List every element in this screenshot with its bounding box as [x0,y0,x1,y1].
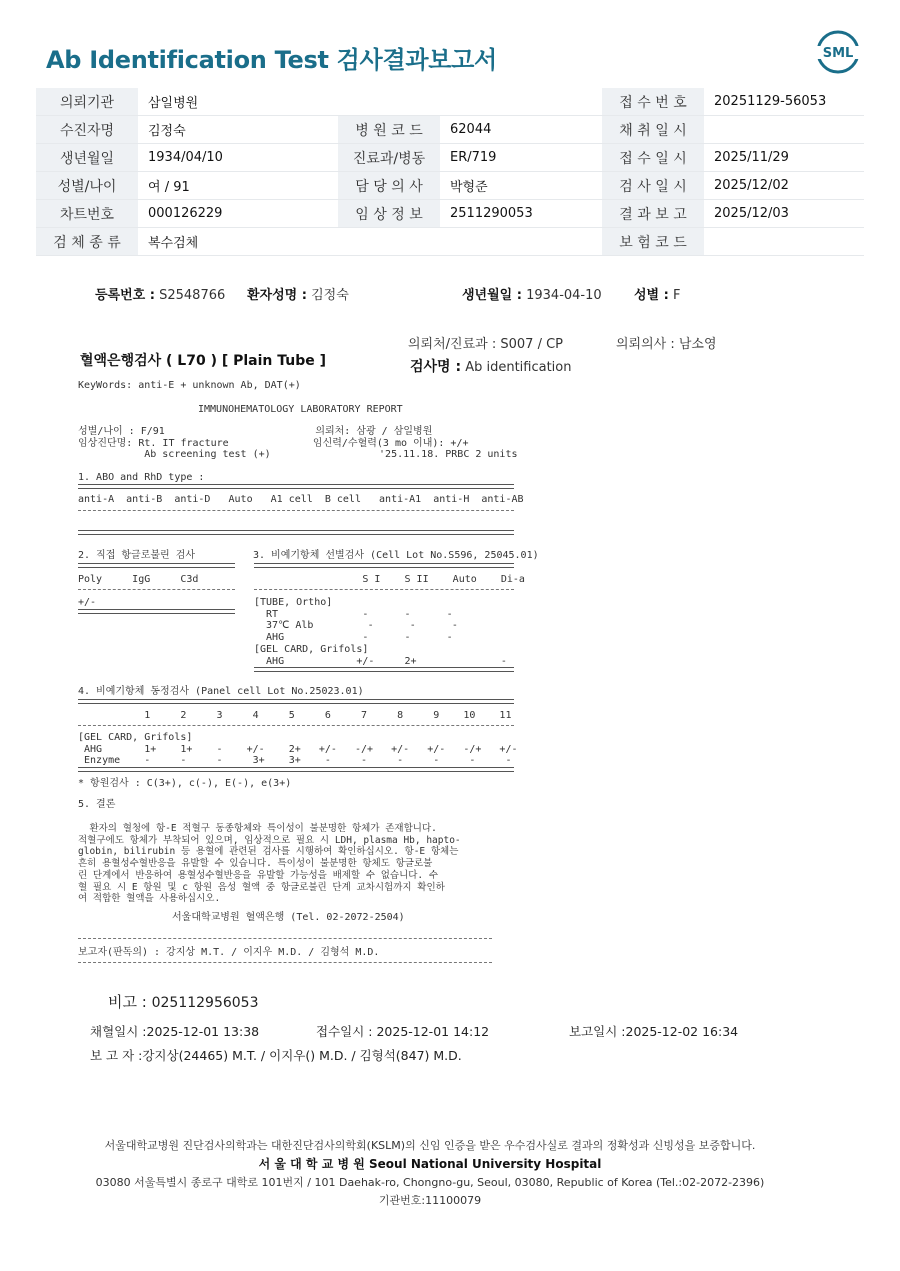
divider [78,609,235,614]
info-value: ER/719 [440,144,602,172]
info-row [36,200,864,228]
reporter-line: 보고자(판독의) : 강지상 M.T. / 이지우 M.D. / 김형석 M.D. [78,947,380,958]
hospital-address: 03080 서울특별시 종로구 대학로 101번지 / 101 Daehak-ro, Chongno-gu, Seoul, 03080, Republic of Korea (Tel.:02-2072-2396) [95,1176,765,1189]
report-time: 보고일시 :2025-12-02 16:34 [569,1024,739,1039]
info-value [704,228,864,256]
info-label: 보 험 코 드 [602,228,704,256]
dat-header: Poly IgG C3d [78,574,199,585]
panel-header: 1 2 3 4 5 6 7 8 9 10 11 [78,710,512,721]
info-label: 접 수 일 시 [602,144,704,172]
section-abo: 1. ABO and RhD type : [78,472,205,483]
info-row [36,88,864,116]
lab-report-title: IMMUNOHEMATOLOGY LABORATORY REPORT [198,404,403,415]
institution-number: 기관번호:11100079 [378,1194,482,1207]
logo-text: SML [822,46,854,61]
info-label: 생년월일 [36,144,138,172]
receive-time: 접수일시 : 2025-12-01 14:12 [316,1024,490,1039]
info-label [338,88,440,116]
info-label: 의뢰기관 [36,88,138,116]
info-value: 김정숙 [138,116,338,144]
divider [254,667,514,672]
info-label: 수진자명 [36,116,138,144]
info-label [338,228,440,256]
info-value: 000126229 [138,200,338,228]
referring-doctor: 의뢰의사 : 남소영 [616,337,717,352]
info-label: 임 상 정 보 [338,200,440,228]
abo-header: anti-A anti-B anti-D Auto A1 cell B cell anti-A1 anti-H anti-AB [78,494,524,505]
page-title: Ab Identification Test 검사결과보고서 [46,46,497,74]
antigen-test: * 항원검사 : C(3+), c(-), E(-), e(3+) [78,778,292,789]
info-value [440,228,602,256]
info-value: 2025/12/03 [704,200,864,228]
divider [78,725,514,726]
info-row [36,144,864,172]
sml-logo-icon [814,28,862,76]
info-label: 검 사 일 시 [602,172,704,200]
section-screening: 3. 비예기항체 선별검사 (Cell Lot No.S596, 25045.01) [253,550,539,561]
patient-info-table [36,88,864,256]
info-label: 진료과/병동 [338,144,440,172]
collect-time: 채혈일시 :2025-12-01 13:38 [90,1024,260,1039]
info-value: 20251129-56053 [704,88,864,116]
info-label: 검 체 종 류 [36,228,138,256]
section-dat: 2. 직접 항글로불린 검사 [78,550,196,561]
section-panel: 4. 비예기항체 동정검사 (Panel cell Lot No.25023.01) [78,686,364,697]
info-value [704,116,864,144]
certification-text: 서울대학교병원 진단검사의학과는 대한진단검사의학회(KSLM)의 신임 인증을 받은 우수검사실로 결과의 정확성과 신빙성을 보증합니다. [104,1139,756,1152]
date-of-birth: 생년월일 : 1934-04-10 [462,288,602,303]
info-label: 결 과 보 고 [602,200,704,228]
info-value: 2511290053 [440,200,602,228]
sex: 성별 : F [634,288,681,303]
remark: 비고 : 025112956053 [108,993,259,1011]
info-value: 1934/04/10 [138,144,338,172]
divider [254,563,514,568]
divider [78,484,514,489]
screening-header: S I S II Auto Di-a [254,574,525,585]
info-row [36,116,864,144]
info-label: 채 취 일 시 [602,116,704,144]
info-value: 2025/11/29 [704,144,864,172]
registration-number: 등록번호 : S2548766 [95,288,226,303]
info-label: 차트번호 [36,200,138,228]
info-label: 접 수 번 호 [602,88,704,116]
keywords: KeyWords: anti-E + unknown Ab, DAT(+) [78,380,301,391]
info-value: 삼일병원 [138,88,338,116]
divider [78,962,492,963]
section-conclusion: 5. 결론 [78,799,116,810]
divider [78,767,514,772]
hospital-name: 서 울 대 학 교 병 원 Seoul National University Hospital [258,1157,602,1171]
department: 의뢰처/진료과 : S007 / CP [408,337,563,352]
info-row [36,228,864,256]
info-label: 성별/나이 [36,172,138,200]
info-label: 병 원 코 드 [338,116,440,144]
patient-block: 성별/나이 : F/91 의뢰처: 삼광 / 삼일병원 임상진단명: Rt. IT fracture 임신력/수혈력(3 mo 이내): +/+ Ab screening test (+) '25.11.18. PRBC 2 units [78,426,518,461]
test-title: 혈액은행검사 ( L70 ) [ Plain Tube ] [80,353,327,369]
patient-name: 환자성명 : 김정숙 [247,288,349,303]
divider [78,699,514,704]
test-name: 검사명 : Ab identification [410,359,572,375]
screening-results: [TUBE, Ortho] RT - - - 37℃ Alb - - - AHG - - - [GEL CARD, Grifols] AHG +/- 2+ - [254,597,507,667]
divider [78,510,514,511]
info-value [440,88,602,116]
reporter-info: 보 고 자 :강지상(24465) M.T. / 이지우() M.D. / 김형석(847) M.D. [90,1048,462,1063]
divider [78,589,235,590]
info-row [36,172,864,200]
info-value: 박형준 [440,172,602,200]
info-value: 62044 [440,116,602,144]
divider [78,530,514,535]
info-value: 2025/12/02 [704,172,864,200]
divider [78,938,492,939]
info-value: 복수검체 [138,228,338,256]
dat-values: +/- [78,597,97,608]
blood-bank: 서울대학교병원 혈액은행 (Tel. 02-2072-2504) [172,912,405,923]
conclusion-text: 환자의 혈청에 항-E 적혈구 동종항체와 특이성이 불분명한 항체가 존재합니다. 적혈구에도 항체가 부착되어 있으며, 임상적으로 필요 시 LDH, plasma Hb, hapto- globin, bilirubin 등 용혈에 관련된 검사를 시행하여 확인하십시오. 항-E 항체는 흔히 용혈성수혈반응을 유발할 수 있습니다. 특이성이 불분명한 항체도 항글로불 린 단계에서 반응하여 용혈성수혈반응을 유발할 가능성을 배제할 수 없습니다. 수 혈 필요 시 E 항원 및 c 항원 음성 혈액 중 항글로불린 단계 교차시험까지 확인하 여 적합한 혈액을 사용하십시오. [78,823,461,905]
panel-results: [GEL CARD, Grifols] AHG 1+ 1+ - +/- 2+ +/- -/+ +/- +/- -/+ +/- Enzyme - - - 3+ 3+ - - - - - - [78,732,518,767]
divider [78,563,235,568]
info-value: 여 / 91 [138,172,338,200]
info-label: 담 당 의 사 [338,172,440,200]
divider [254,589,514,590]
